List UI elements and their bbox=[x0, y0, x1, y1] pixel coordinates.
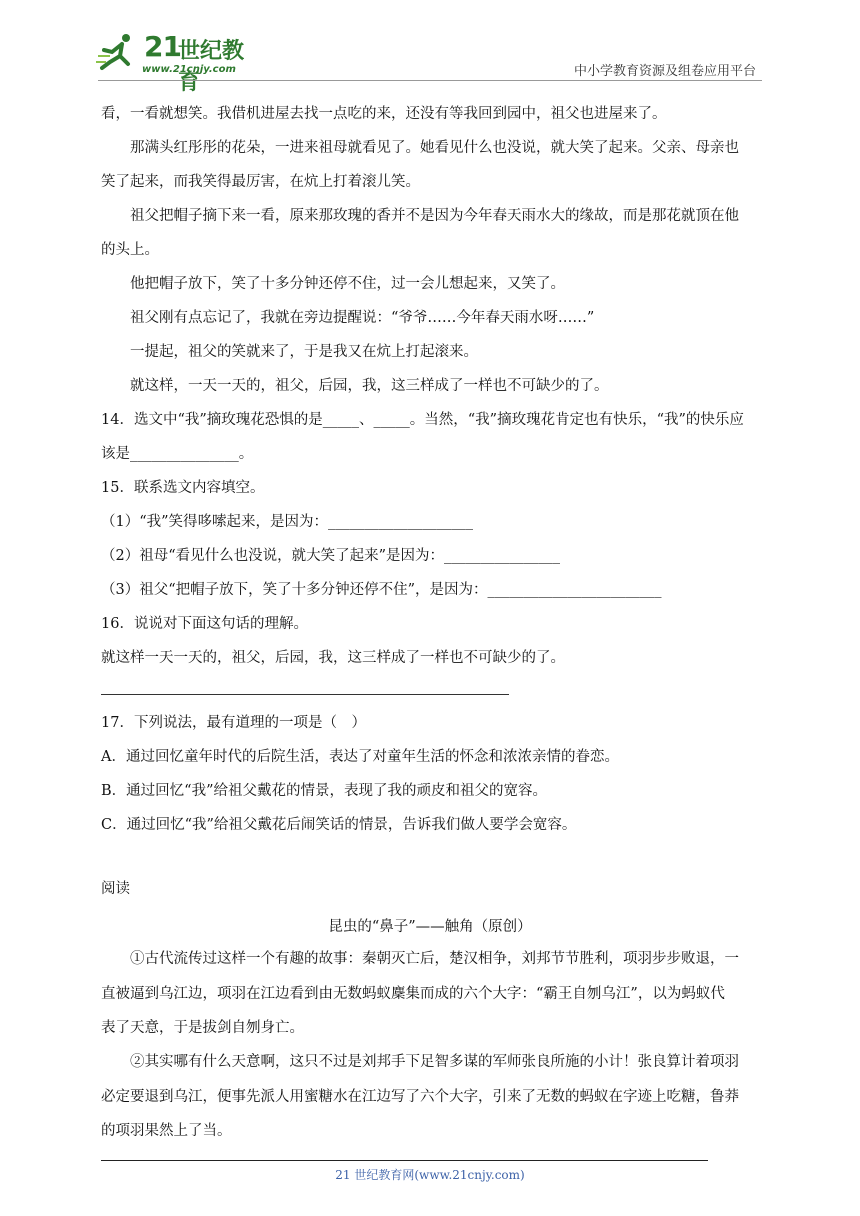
question-17: 17．下列说法，最有道理的一项是（ ） bbox=[101, 715, 366, 731]
question-15-2: （2）祖母“看见什么也没说，就大笑了起来”是因为：________________ bbox=[101, 548, 561, 564]
logo-text: 世纪教育 bbox=[178, 39, 245, 95]
footer-divider bbox=[101, 1160, 708, 1161]
text-line: 就这样，一天一天的，祖父，后园，我，这三样成了一样也不可缺少的了。 bbox=[101, 378, 609, 394]
header-divider bbox=[98, 80, 762, 81]
article-title: 昆虫的“鼻子”——触角（原创） bbox=[328, 919, 532, 935]
text-line: 一提起，祖父的笑就来了，于是我又在炕上打起滚来。 bbox=[101, 344, 478, 360]
text-line: 看，一看就想笑。我借机进屋去找一点吃的来，还没有等我回到园中，祖父也进屋来了。 bbox=[101, 106, 667, 122]
option-c: C．通过回忆“我”给祖父戴花后闹笑话的情景，告诉我们做人要学会宽容。 bbox=[101, 817, 577, 833]
text-line: 那满头红彤彤的花朵，一进来祖母就看见了。她看见什么也没说，就大笑了起来。父亲、母亲也 bbox=[101, 140, 739, 156]
text-line: ①古代流传过这样一个有趣的故事：秦朝灭亡后，楚汉相争，刘邦节节胜利，项羽步步败退，一 bbox=[101, 951, 739, 967]
text-line: 他把帽子放下，笑了十多分钟还停不住，过一会儿想起来，又笑了。 bbox=[101, 276, 565, 292]
page-header bbox=[0, 0, 860, 95]
runner-logo-icon bbox=[96, 32, 140, 72]
option-a: A．通过回忆童年时代的后院生活，表达了对童年生活的怀念和浓浓亲情的眷恋。 bbox=[101, 749, 619, 765]
site-logo[interactable] bbox=[96, 30, 256, 95]
platform-name: 中小学教育资源及组卷应用平台 bbox=[573, 64, 756, 79]
text-line: 表了天意，于是拔剑自刎身亡。 bbox=[101, 1020, 304, 1036]
question-14: 14．选文中“我”摘玫瑰花恐惧的是_____、_____。当然，“我”摘玫瑰花肯定也有快乐，“我”的快乐应 bbox=[101, 412, 744, 428]
text-line: 必定要退到乌江，便事先派人用蜜糖水在江边写了六个大字，引来了无数的蚂蚁在字迹上吃糖，鲁莽 bbox=[101, 1089, 739, 1105]
footer-link[interactable]: 21 世纪教育网(www.21cnjy.com) bbox=[335, 1168, 525, 1182]
text-line: ②其实哪有什么天意啊，这只不过是刘邦手下足智多谋的军师张良所施的小计！张良算计着项羽 bbox=[101, 1054, 739, 1070]
question-16: 16．说说对下面这句话的理解。 bbox=[101, 616, 308, 632]
section-heading: 阅读 bbox=[101, 881, 130, 897]
logo-number: 21 bbox=[144, 30, 181, 63]
question-15-3: （3）祖父“把帽子放下，笑了十多分钟还停不住”，是因为：________________________ bbox=[101, 582, 662, 598]
answer-line bbox=[101, 694, 509, 695]
text-line: 笑了起来，而我笑得最厉害，在炕上打着滚儿笑。 bbox=[101, 174, 420, 190]
text-line: 祖父把帽子摘下来一看，原来那玫瑰的香并不是因为今年春天雨水大的缘故，而是那花就顶在他 bbox=[101, 208, 739, 224]
option-b: B．通过回忆“我”给祖父戴花的情景，表现了我的顽皮和祖父的宽容。 bbox=[101, 783, 547, 799]
text-line: 直被逼到乌江边，项羽在江边看到由无数蚂蚁麇集而成的六个大字：“霸王自刎乌江”，以为蚂蚁代 bbox=[101, 986, 725, 1002]
question-16-quote: 就这样一天一天的，祖父，后园，我，这三样成了一样也不可缺少的了。 bbox=[101, 650, 565, 666]
question-14-cont: 该是_______________。 bbox=[101, 446, 254, 462]
question-15: 15．联系选文内容填空。 bbox=[101, 480, 265, 496]
question-15-1: （1）“我”笑得哆嗦起来，是因为：____________________ bbox=[101, 514, 474, 530]
text-line: 的项羽果然上了当。 bbox=[101, 1123, 232, 1139]
logo-url: www.21cnjy.com bbox=[142, 64, 236, 75]
text-line: 祖父刚有点忘记了，我就在旁边提醒说：“爷爷……今年春天雨水呀……” bbox=[101, 310, 595, 326]
text-line: 的头上。 bbox=[101, 242, 159, 258]
